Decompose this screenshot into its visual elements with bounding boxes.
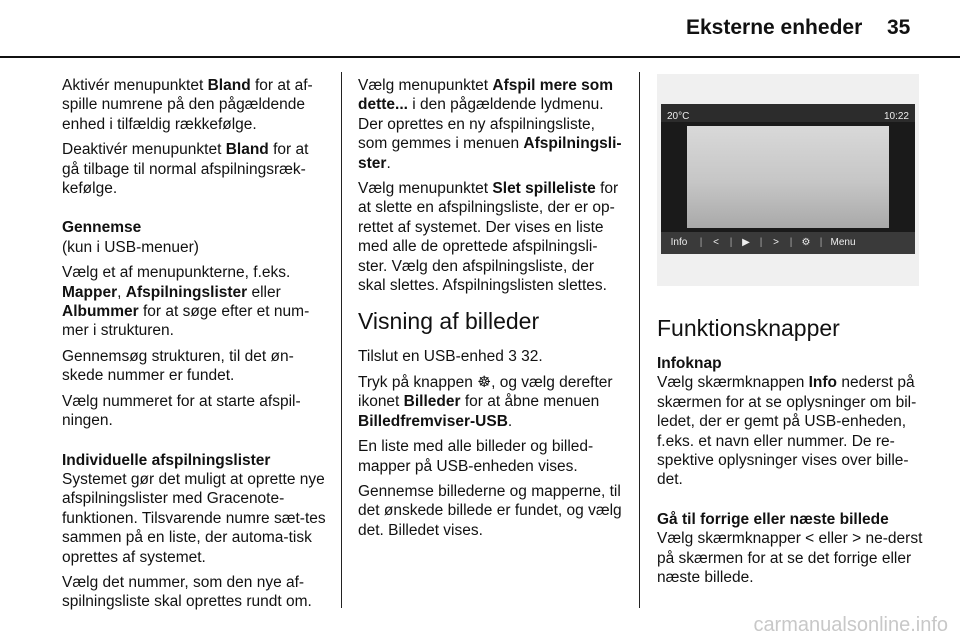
section-heading: Gå til forrige eller næste billede	[657, 510, 889, 528]
section-heading: Gennemse	[62, 219, 142, 237]
paragraph: En liste med alle billeder og billed-mapper på USB-enheden vises.	[358, 438, 594, 475]
paragraph: Vælg menupunktet Afspil mere som dette... i den pågældende lydmenu. Der oprettes en ny afspilningsliste, som gemmes i menuen Afspilningsli-ster.	[358, 77, 622, 172]
screen-status-bar	[661, 104, 915, 122]
paragraph: Vælg skærmknappen Info nederst på skærmen for at se oplysninger om bil-ledet, der er gemt på USB-enheden, f.eks. et navn eller nummer. De re-spektive oplysninger vises over bille-det.	[657, 374, 917, 489]
temperature-readout: 20°C	[667, 111, 690, 122]
column-2	[358, 76, 624, 546]
paragraph: Systemet gør det muligt at oprette nye afspilningslister med Gracenote-funktionen. Tilsvarende numre sæt-tes sammen på en liste, der automa-tisk oprettes af systemet.	[62, 470, 326, 566]
page-header-title: Eksterne enheder	[686, 16, 863, 39]
paragraph: Gennemse billederne og mapperne, til det ønskede billede er fundet, og vælg det. Billedet vises.	[358, 482, 622, 539]
paragraph: Tilslut en USB-enhed 3 32.	[358, 348, 543, 366]
paragraph: Aktivér menupunktet Bland for at af-spille numrene på den pågældende enhed i tilfældig rækkefølge.	[62, 77, 313, 133]
section-heading: Infoknap	[657, 355, 722, 372]
column-3	[657, 74, 925, 593]
info-screen-button: Info	[670, 237, 688, 249]
display-screen	[661, 104, 915, 254]
screen-button-bar: Info | < | ▶ | > | ⚙ | Menu	[661, 232, 915, 254]
previous-screen-button: <	[713, 237, 719, 249]
section-heading: Individuelle afspilningslister	[62, 451, 271, 469]
menu-screen-button: Menu	[830, 237, 856, 249]
settings-icon: ⚙	[801, 237, 811, 249]
section-title: Visning af billeder	[358, 308, 540, 335]
section-title: Funktionsknapper	[657, 315, 840, 341]
watermark-text: carmanualsonline.info	[753, 614, 948, 636]
paragraph: Vælg skærmknapper < eller > ne-derst på skærmen for at se det forrige eller næste billede.	[657, 530, 923, 587]
page-number: 35	[887, 16, 911, 39]
infotainment-screen-figure	[657, 74, 919, 286]
paragraph: Vælg et af menupunkterne, f.eks. Mapper, Afspilningslister eller Albummer for at søge efter et num-mer i strukturen.	[62, 264, 310, 340]
displayed-image	[687, 126, 889, 228]
steering-wheel-icon: ☸	[477, 372, 492, 391]
paragraph: Gennemsøg strukturen, til det øn-skede nummer er fundet.	[62, 347, 294, 385]
column-divider-2	[639, 72, 640, 608]
clock-readout: 10:22	[883, 111, 909, 122]
paragraph: Deaktivér menupunktet Bland for at gå tilbage til normal afspilningsræk-kefølge.	[62, 141, 309, 198]
paragraph: Vælg nummeret for at starte afspil-ningen.	[62, 392, 301, 430]
paragraph: Vælg menupunktet Slet spilleliste for at slette en afspilningsliste, der er op-rettet af systemet. Der vises en liste med alle de oprettede afspilningsli-ster. Vælg den afspilningsliste, der skal slettes. Afspilningslisten slettes.	[358, 180, 619, 295]
previous-symbol: <	[805, 530, 815, 548]
paragraph: Tryk på knappen ☸, og vælg derefter ikonet Billeder for at åbne menuen Billedfremviser-USB.	[358, 372, 613, 430]
page-reference-icon: 3	[508, 348, 517, 366]
column-1	[62, 76, 326, 618]
section-subtitle: (kun i USB-menuer)	[62, 238, 199, 256]
next-screen-button: >	[773, 237, 779, 249]
play-icon: ▶	[742, 237, 750, 249]
next-symbol: >	[852, 530, 862, 548]
column-divider-1	[341, 72, 342, 608]
header-rule	[0, 56, 960, 58]
paragraph: Vælg det nummer, som den nye af-spilningsliste skal oprettes rundt om.	[62, 573, 312, 611]
